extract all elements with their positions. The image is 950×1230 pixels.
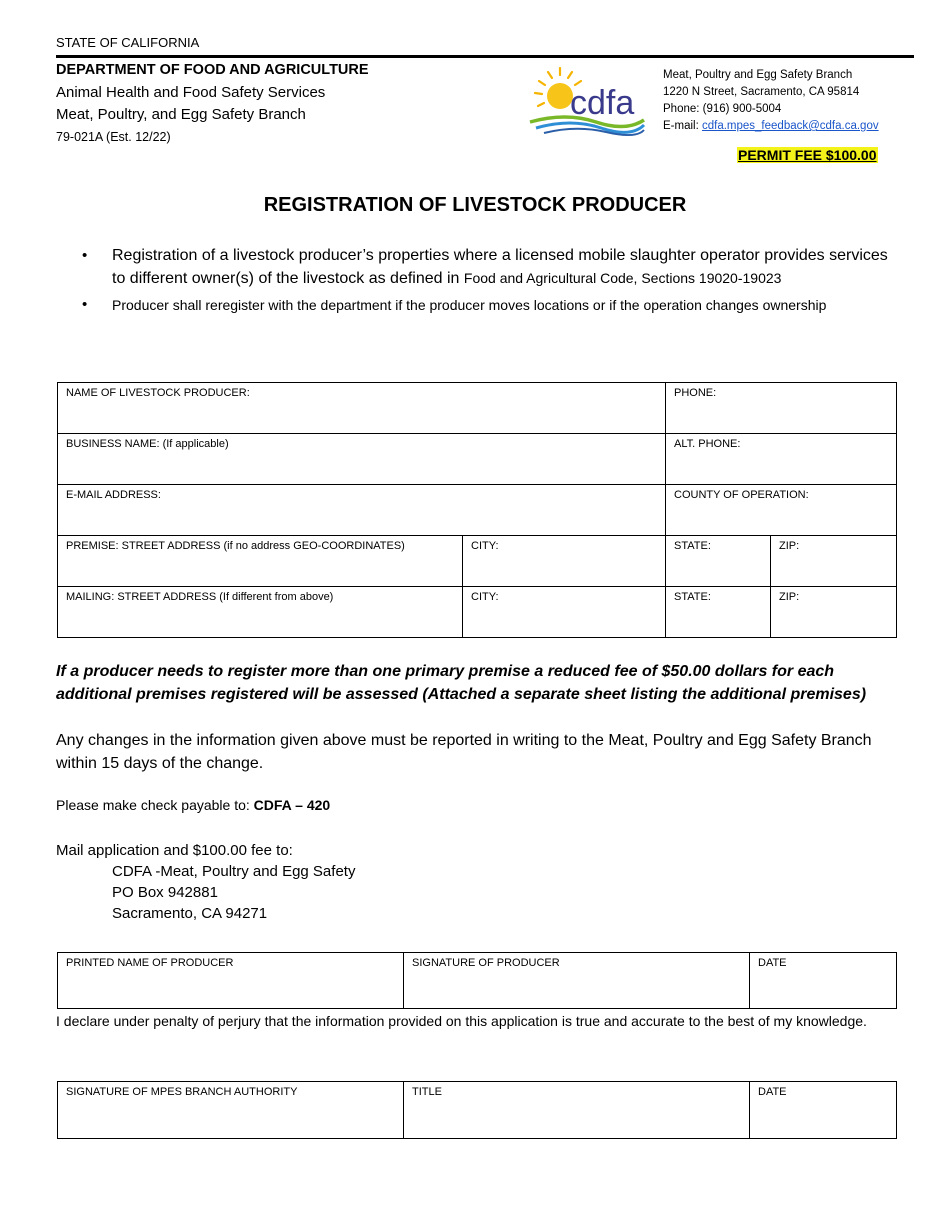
phone-field[interactable]: PHONE: bbox=[666, 383, 897, 434]
cdfa-logo bbox=[526, 62, 646, 138]
authority-date-field[interactable]: DATE bbox=[750, 1082, 897, 1139]
producer-name-field[interactable]: NAME OF LIVESTOCK PRODUCER: bbox=[58, 383, 666, 434]
mail-intro: Mail application and $100.00 fee to: bbox=[56, 842, 293, 859]
perjury-declaration: I declare under penalty of perjury that the information provided on this application is true and accurate to the best of my knowledge. bbox=[56, 1013, 867, 1029]
premise-zip-field[interactable]: ZIP: bbox=[771, 536, 897, 587]
producer-signature-table bbox=[57, 952, 897, 1009]
authority-signature-field[interactable]: SIGNATURE OF MPES BRANCH AUTHORITY bbox=[58, 1082, 404, 1139]
division-name: Animal Health and Food Safety Services bbox=[56, 84, 326, 101]
payable-note bbox=[56, 797, 330, 813]
contact-email-label: E-mail: bbox=[663, 120, 702, 132]
additional-premises-note: If a producer needs to register more than one primary premise a reduced fee of $50.00 dollars for each additional premises registered will be assessed (Attached a separate sheet listing the additional premises) bbox=[56, 663, 867, 703]
bullet-registration bbox=[82, 244, 894, 290]
premise-city-field[interactable]: CITY: bbox=[463, 536, 666, 587]
printed-name-field[interactable]: PRINTED NAME OF PRODUCER bbox=[58, 953, 404, 1009]
contact-block bbox=[663, 67, 879, 135]
premise-street-field[interactable]: PREMISE: STREET ADDRESS (if no address GEO-COORDINATES) bbox=[58, 536, 463, 587]
bullet-registration-text: Registration of a livestock producer’s properties where a licensed mobile slaughter operator provides services to different owner(s) of the livestock as defined in bbox=[112, 247, 888, 287]
mailing-address-block bbox=[56, 840, 355, 924]
business-name-field[interactable]: BUSINESS NAME: (If applicable) bbox=[58, 434, 666, 485]
bullet-reregister: • Producer shall reregister with the department if the producer moves locations or if the operation changes ownership bbox=[82, 294, 894, 316]
email-field[interactable]: E-MAIL ADDRESS: bbox=[58, 485, 666, 536]
permit-fee: PERMIT FEE $100.00 bbox=[738, 147, 877, 163]
mail-line-1: CDFA -Meat, Poultry and Egg Safety bbox=[112, 863, 356, 880]
header-divider bbox=[56, 55, 914, 58]
info-bullets bbox=[82, 244, 894, 316]
contact-email-link[interactable]: cdfa.mpes_feedback@cdfa.ca.gov bbox=[701, 120, 879, 132]
logo-text: cdfa bbox=[570, 84, 635, 122]
authority-signature-table bbox=[57, 1081, 897, 1139]
producer-info-table bbox=[57, 382, 897, 638]
contact-phone: Phone: (916) 900-5004 bbox=[663, 103, 782, 115]
mailing-city-field[interactable]: CITY: bbox=[463, 587, 666, 638]
mail-line-3: Sacramento, CA 94271 bbox=[112, 905, 268, 922]
form-number: 79-021A (Est. 12/22) bbox=[56, 130, 171, 144]
county-field[interactable]: COUNTY OF OPERATION: bbox=[666, 485, 897, 536]
branch-name: Meat, Poultry, and Egg Safety Branch bbox=[56, 106, 306, 123]
department-name: DEPARTMENT OF FOOD AND AGRICULTURE bbox=[56, 62, 369, 78]
payable-label: Please make check payable to: bbox=[56, 797, 254, 813]
alt-phone-field[interactable]: ALT. PHONE: bbox=[666, 434, 897, 485]
payable-to: CDFA – 420 bbox=[253, 797, 331, 813]
mail-line-2: PO Box 942881 bbox=[112, 884, 218, 901]
form-title: REGISTRATION OF LIVESTOCK PRODUCER bbox=[263, 194, 687, 216]
state-label: STATE OF CALIFORNIA bbox=[56, 35, 200, 50]
changes-note: Any changes in the information given above must be reported in writing to the Meat, Poultry and Egg Safety Branch within 15 days of the change. bbox=[56, 732, 872, 772]
producer-signature-field[interactable]: SIGNATURE OF PRODUCER bbox=[404, 953, 750, 1009]
contact-address: 1220 N Street, Sacramento, CA 95814 bbox=[663, 86, 860, 98]
contact-branch: Meat, Poultry and Egg Safety Branch bbox=[663, 69, 853, 81]
mailing-street-field[interactable]: MAILING: STREET ADDRESS (If different from above) bbox=[58, 587, 463, 638]
producer-date-field[interactable]: DATE bbox=[750, 953, 897, 1009]
mailing-state-field[interactable]: STATE: bbox=[666, 587, 771, 638]
mailing-zip-field[interactable]: ZIP: bbox=[771, 587, 897, 638]
contact-email-line bbox=[663, 118, 879, 135]
premise-state-field[interactable]: STATE: bbox=[666, 536, 771, 587]
bullet-code-reference: Food and Agricultural Code, Sections 19020-19023 bbox=[463, 270, 782, 286]
authority-title-field[interactable]: TITLE bbox=[404, 1082, 750, 1139]
